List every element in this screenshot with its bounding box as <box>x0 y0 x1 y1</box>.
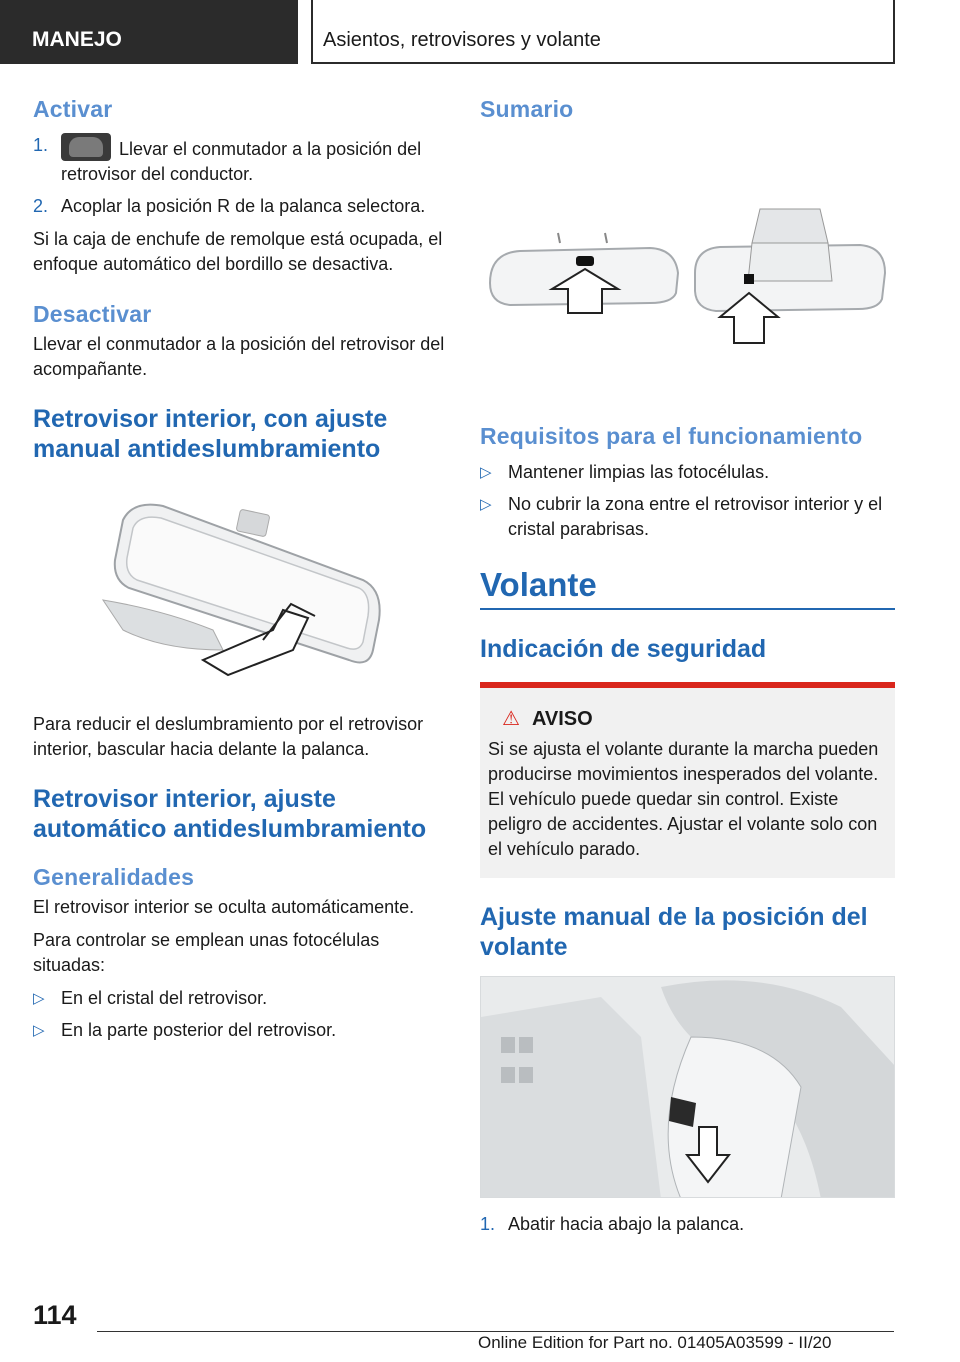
step-text: Acoplar la posición R de la palanca selectora. <box>61 196 426 216</box>
step-text: Llevar el conmutador a la posición del retrovisor del conductor. <box>61 133 445 187</box>
bullet-triangle-icon: ▷ <box>480 496 492 513</box>
warning-triangle-icon: ⚠ <box>502 708 520 730</box>
volante-heading-block <box>480 566 895 610</box>
steering-lever-illustration <box>480 976 895 1198</box>
paragraph: Si la caja de enchufe de remolque está ocupada, el enfoque automático del bordillo se desactiva. <box>33 229 443 274</box>
page-number: 114 <box>33 1300 77 1330</box>
step-2 <box>33 194 445 219</box>
volante-heading: Volante <box>480 566 597 603</box>
chapter-tab <box>311 0 895 64</box>
list-item: ▷ En la parte posterior del retrovisor. <box>33 1018 445 1043</box>
right-column <box>480 96 895 1237</box>
section-heading: Retrovisor interior, ajuste automático antideslumbramiento <box>33 785 427 843</box>
generalidades-heading: Generalidades <box>33 864 195 890</box>
chapter-title: Asientos, retrovisores y volante <box>323 29 601 51</box>
step-1 <box>480 1212 895 1237</box>
left-column <box>33 96 445 1043</box>
mirror-switch-icon <box>61 133 111 161</box>
edition-note: Online Edition for Part no. 01405A03599 - II/20 <box>478 1333 832 1352</box>
seguridad-heading: Indicación de seguridad <box>480 635 767 663</box>
step-number: 1. <box>480 1214 496 1234</box>
paragraph: Para controlar se emplean unas fotocélulas situadas: <box>33 930 380 975</box>
step-text: Abatir hacia abajo la palanca. <box>508 1214 745 1234</box>
mirror-sensors-illustration <box>480 153 895 353</box>
step-1 <box>33 133 445 187</box>
list-item: ▷ En el cristal del retrovisor. <box>33 986 445 1011</box>
requisitos-heading: Requisitos para el funcionamiento <box>480 423 863 449</box>
section-heading: Ajuste manual de la posición del volante <box>480 903 868 961</box>
paragraph: Llevar el conmutador a la posición del retrovisor del acompañante. <box>33 334 445 379</box>
mirror-lever-illustration <box>33 500 445 680</box>
paragraph: Para reducir el deslumbramiento por el retrovisor interior, bascular hacia delante la palanca. <box>33 714 424 759</box>
warning-text: Si se ajusta el volante durante la marcha pueden producirse movimientos inesperados del volante. El vehículo puede quedar sin control. Existe peligro de accidentes. Ajustar el volante solo con el vehículo parado. <box>488 739 879 859</box>
section-tab: MANEJO <box>0 0 298 64</box>
sumario-heading: Sumario <box>480 96 574 122</box>
list-item: ▷ No cubrir la zona entre el retrovisor interior y el cristal parabrisas. <box>480 492 895 542</box>
bullet-triangle-icon: ▷ <box>33 1022 45 1039</box>
section-heading: Retrovisor interior, con ajuste manual antideslumbramiento <box>33 405 388 463</box>
warning-box <box>480 682 895 878</box>
step-number: 2. <box>33 196 49 216</box>
list-item: ▷ Mantener limpias las fotocélulas. <box>480 460 895 485</box>
desactivar-heading: Desactivar <box>33 301 152 327</box>
bullet-triangle-icon: ▷ <box>480 464 492 481</box>
activar-heading: Activar <box>33 96 113 122</box>
page-header <box>0 0 960 66</box>
footer-rule <box>97 1331 894 1332</box>
step-number: 1. <box>33 135 49 155</box>
warning-title: ⚠ AVISO <box>502 708 593 730</box>
paragraph: El retrovisor interior se oculta automáticamente. <box>33 897 415 917</box>
bullet-triangle-icon: ▷ <box>33 990 45 1007</box>
